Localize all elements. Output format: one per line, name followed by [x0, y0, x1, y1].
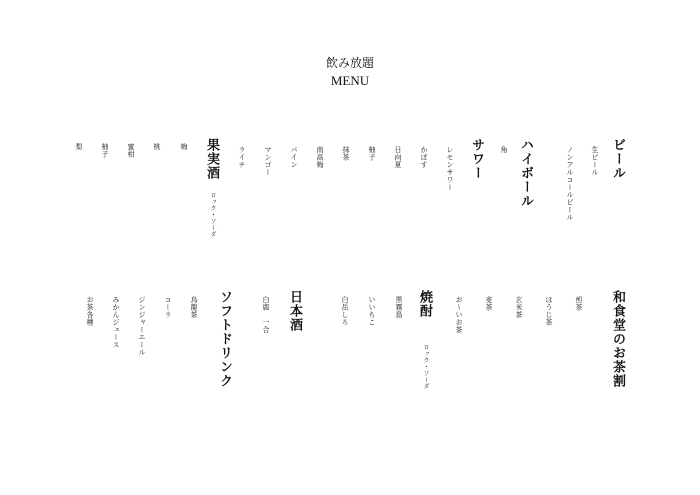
menu-item: お茶各種 [86, 296, 94, 326]
section-heading-soft-drinks: ソフトドリンク [217, 290, 232, 388]
menu-item: パイン [290, 146, 298, 169]
menu-item: ほうじ茶 [545, 296, 553, 326]
menu-item: かぼす [420, 146, 428, 169]
menu-item: ライチ [238, 146, 246, 169]
menu-item: 麦茶 [485, 296, 493, 311]
menu-item: 玄米茶 [515, 296, 523, 319]
menu-item: いいちこ [368, 296, 376, 326]
menu-item: 抹茶 [342, 146, 350, 161]
section-note: ロック・ソーダ [209, 192, 216, 238]
section-note: ロック・ソーダ [422, 344, 429, 390]
menu-item: レモンサワー [446, 146, 454, 191]
menu-item: お～いお茶 [455, 296, 463, 334]
menu-item: 梅 [180, 143, 188, 151]
menu-item: 南高梅 [316, 146, 324, 169]
menu-item: 日向夏 [394, 146, 402, 169]
menu-title-japanese: 飲み放題 [325, 56, 374, 70]
section-heading-beer: ビール [610, 138, 625, 180]
menu-item: 生ビール [591, 146, 599, 176]
menu-title-english: MENU [330, 73, 370, 88]
section-heading-shochu: 焼酎 [417, 290, 432, 318]
menu-item: 梨 [75, 143, 83, 151]
menu-item: ノンアルコールビール [566, 146, 574, 221]
section-heading-highball: ハイボール [518, 138, 533, 208]
menu-item: 煎茶 [575, 296, 583, 311]
menu-item: 桃 [153, 143, 161, 151]
menu-item: コーラ [164, 296, 172, 319]
section-heading-tea-split: 和食堂のお茶割 [610, 290, 625, 388]
menu-item: みかんジュース [112, 296, 120, 349]
menu-item: マンゴー [264, 146, 272, 176]
menu-item: 柚子 [101, 143, 109, 158]
menu-item: 白岳しろ [341, 296, 349, 326]
menu-item: 黒霧島 [395, 296, 403, 319]
menu-item: 白鹿 一合 [262, 296, 270, 334]
menu-item: 柚子 [368, 146, 376, 161]
menu-item: ジンジャーエール [138, 296, 146, 356]
menu-item: 角 [500, 146, 508, 154]
section-heading-fruit-liquor: 果実酒 [204, 138, 219, 180]
menu-item: 蜜柑 [127, 143, 135, 158]
menu-item: 烏龍茶 [190, 296, 198, 319]
section-heading-sake: 日本酒 [287, 290, 302, 332]
section-heading-sour: サワー [469, 138, 484, 180]
